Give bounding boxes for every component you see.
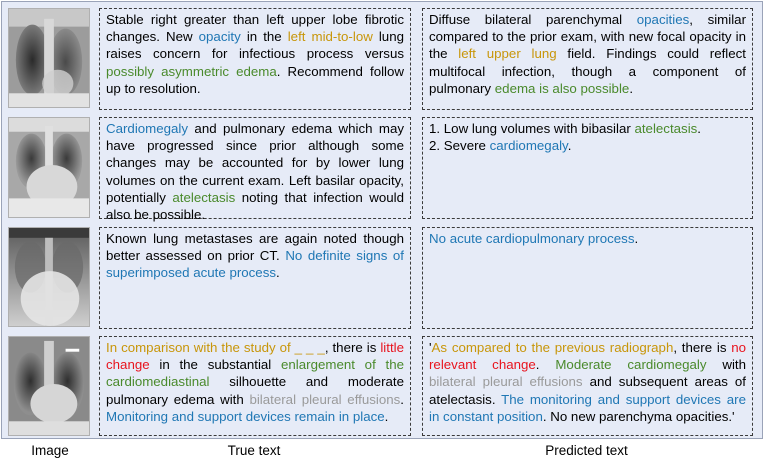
text-segment: ' [429, 340, 432, 355]
highlighted-phrase: Cardiomegaly [106, 121, 189, 136]
highlighted-phrase: As compared to the previous radiograph [431, 340, 674, 355]
predicted-text-cell-4 [422, 336, 753, 436]
text-segment: Diffuse bilateral parenchymal [429, 12, 637, 27]
true-text-cell-3 [99, 227, 411, 329]
highlighted-phrase: No acute cardiopulmonary process [429, 231, 635, 246]
text-segment: . [276, 265, 280, 281]
text-segment: 2. Severe [429, 138, 490, 154]
highlighted-phrase: no relevant change [429, 340, 747, 373]
predicted-list-item [429, 120, 746, 137]
chest-xray-image-2 [8, 117, 90, 218]
highlighted-phrase: atelectasis [634, 121, 698, 136]
true-text-cell-4 [99, 336, 411, 436]
text-segment: in the substantial [149, 357, 282, 373]
highlighted-phrase: atelectasis [172, 189, 236, 205]
caption-image: Image [31, 443, 69, 458]
text-segment: . [567, 138, 572, 154]
text-segment: . [400, 391, 404, 407]
text-segment: . [629, 80, 634, 96]
highlighted-phrase: enlargement of the cardiomediastinal [106, 357, 404, 390]
text-segment: 1. Low lung volumes with bibasilar [429, 121, 635, 136]
true-text-cell-2 [99, 117, 411, 223]
highlighted-phrase: left upper lung [458, 46, 557, 62]
highlighted-phrase: little change [106, 340, 404, 373]
text-segment: silhouette and moderate pulmonary edema with [106, 374, 404, 407]
text-segment: . [535, 357, 556, 373]
text-segment: . Recommend follow up to resolution. [106, 63, 404, 96]
highlighted-phrase: No definite signs of superimposed acute process [106, 248, 404, 281]
highlighted-phrase: Monitoring and support devices remain in place [106, 408, 385, 424]
text-segment: . [697, 121, 701, 136]
highlighted-phrase: cardiomegaly [489, 138, 568, 154]
text-segment: with [706, 357, 746, 373]
text-segment: Stable right greater than left upper lobe fibrotic changes. New [106, 12, 404, 45]
text-segment: lung raises concern for infectious process versus [106, 29, 404, 62]
highlighted-phrase: possibly asymmetric edema [106, 63, 277, 79]
highlighted-phrase: The monitoring and support devices are in constant position [429, 391, 746, 424]
predicted-text-cell-1 [422, 8, 753, 110]
text-segment: , there is [673, 340, 732, 355]
text-segment: field. Findings could reflect multifocal infection, though a component of pulmonary [429, 46, 746, 96]
text-segment: noting that infection would also be possible. [106, 189, 404, 223]
predicted-text-cell-3 [422, 227, 753, 329]
text-segment: and pulmonary edema which may have progressed since prior although some changes may be accounted for by lower lung volumes on the current exam. Left basilar opacity, potentially [106, 121, 404, 205]
text-segment: . [384, 408, 389, 424]
true-text-cell-1 [99, 8, 411, 110]
predicted-text-cell-2 [422, 117, 753, 219]
text-segment: . [634, 231, 639, 246]
highlighted-phrase: bilateral pleural effusions [249, 391, 401, 407]
caption-predicted-text: Predicted text [545, 443, 628, 458]
highlighted-phrase: opacities [636, 12, 690, 27]
text-segment: , there is [324, 340, 381, 355]
text-segment: in the [240, 29, 288, 45]
chest-xray-image-1 [8, 8, 90, 108]
text-segment: and subsequent areas of atelectasis. [429, 374, 746, 407]
text-segment: . No new parenchyma opacities.' [542, 408, 735, 424]
highlighted-phrase: In comparison with the study of _ _ _ [106, 340, 325, 355]
predicted-list-item [429, 137, 746, 154]
highlighted-phrase: opacity [198, 29, 241, 45]
text-segment: , similar compared to the prior exam, with new focal opacity in the [429, 12, 746, 62]
comparison-figure [1, 1, 763, 439]
text-segment: Known lung metastases are again noted though better assessed on prior CT. [106, 231, 404, 264]
chest-xray-image-3 [8, 227, 90, 327]
highlighted-phrase: left mid-to-low [287, 29, 373, 45]
highlighted-phrase: Moderate cardiomegaly [555, 357, 707, 373]
caption-true-text: True text [227, 443, 281, 458]
chest-xray-image-4 [8, 336, 90, 436]
highlighted-phrase: bilateral pleural effusions [429, 374, 583, 390]
highlighted-phrase: edema is also possible [494, 80, 630, 96]
